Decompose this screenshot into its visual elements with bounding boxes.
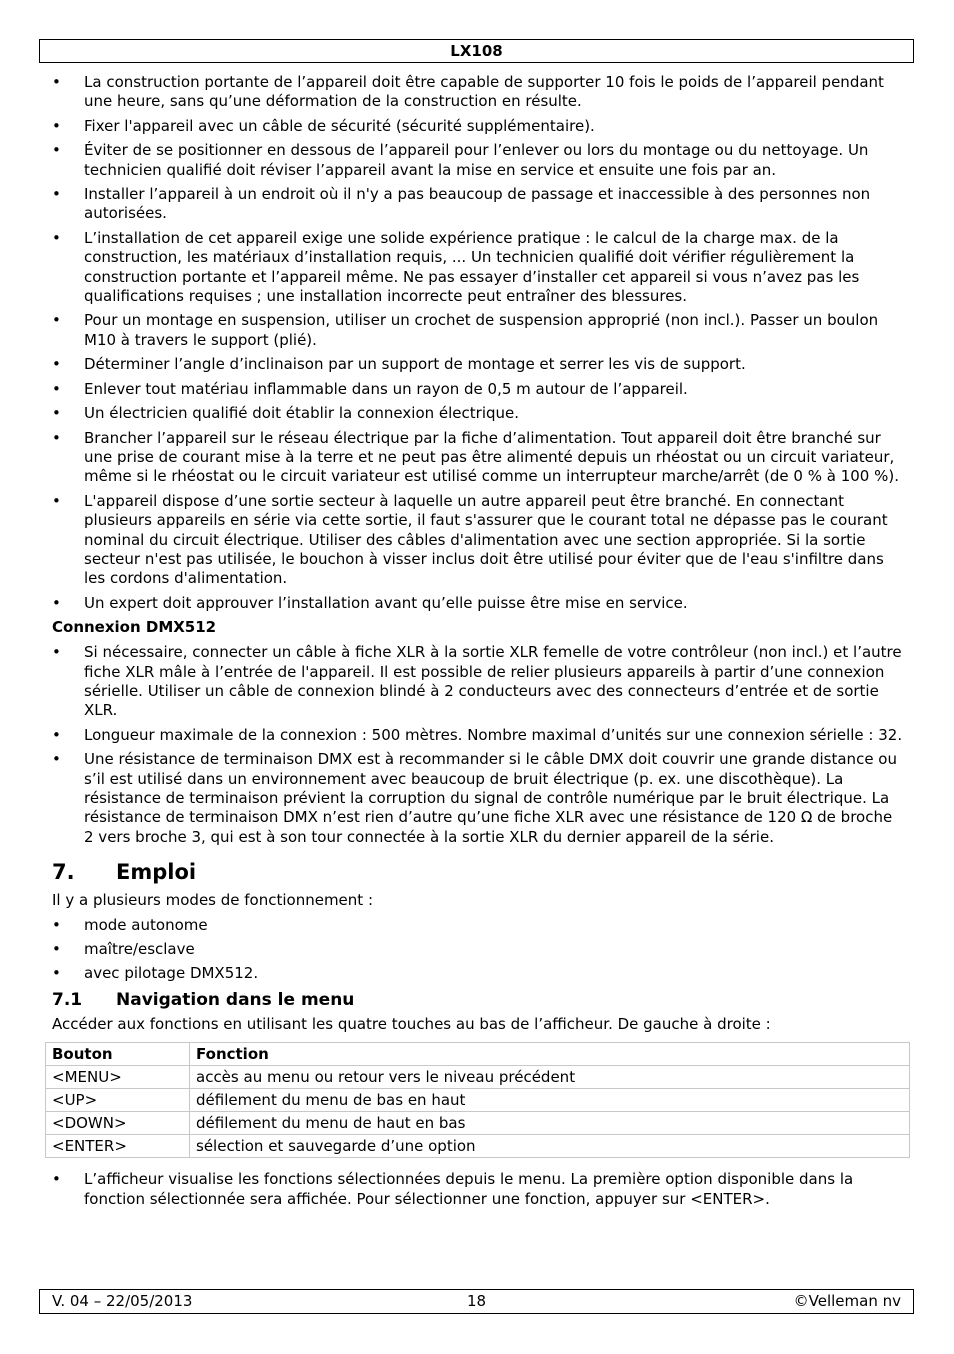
list-item: • Déterminer l’angle d’inclinaison par un support de montage et serrer les vis de support. — [52, 355, 904, 374]
section-number: 7.1 — [52, 989, 83, 1010]
table-header-cell: Bouton — [46, 1043, 190, 1066]
list-item: • avec pilotage DMX512. — [52, 964, 904, 983]
table-row — [46, 1135, 910, 1158]
table-cell: défilement du menu de bas en haut — [190, 1089, 910, 1112]
table-cell: sélection et sauvegarde d’une option — [190, 1135, 910, 1158]
copyright: ©Velleman nv — [793, 1292, 901, 1310]
list-item: • La construction portante de l’appareil doit être capable de supporter 10 fois le poids de l’appareil pendant une heure, sans qu’une déformation de la construction en résulte. — [52, 73, 904, 112]
list-item: • Une résistance de terminaison DMX est à recommander si le câble DMX doit couvrir une grande distance ou s’il est utilisé dans un environnement avec beaucoup de bruit électrique (p. ex. une discothèque). La résistance de terminaison prévient la corruption du signal de contrôle numérique par le bruit électrique. La résistance de terminaison DMX n’est rien d’autre qu’une fiche XLR avec une résistance de 120 Ω de broche 2 vers broche 3, qui est à son tour connectée à la sortie XLR du dernier appareil de la série. — [52, 750, 904, 847]
list-item: • L’installation de cet appareil exige une solide expérience pratique : le calcul de la charge max. de la construction, les matériaux d’installation requis, ... Un technicien qualifié doit vérifier régulièrement la construction portante et l’appareil même. Ne pas essayer d’installer cet appareil si vous n’avez pas les qualifications requises ; une installation incorrecte peut entraîner des blessures. — [52, 229, 904, 307]
modes-list — [52, 916, 904, 984]
section-title: Emploi — [116, 860, 197, 885]
list-item: • mode autonome — [52, 916, 904, 935]
table-cell: <UP> — [46, 1089, 190, 1112]
list-item: • Longueur maximale de la connexion : 500 mètres. Nombre maximal d’unités sur une connexion sérielle : 32. — [52, 726, 904, 745]
section-7-intro: Il y a plusieurs modes de fonctionnement : — [52, 891, 373, 910]
table-header-cell: Fonction — [190, 1043, 910, 1066]
list-item: • L’afficheur visualise les fonctions sélectionnées depuis le menu. La première option disponible dans la fonction sélectionnée sera affichée. Pour sélectionner une fonction, appuyer sur <ENTER>. — [52, 1170, 904, 1209]
dmx-heading: Connexion DMX512 — [52, 618, 217, 637]
section-7-1-heading — [52, 989, 904, 1011]
page-number: 18 — [466, 1292, 487, 1310]
list-item: • Brancher l’appareil sur le réseau électrique par la fiche d’alimentation. Tout appareil doit être branché sur une prise de courant mise à la terre et ne peut pas être alimenté depuis un rhéostat ou un circuit variateur, même si le rhéostat ou le circuit variateur est utilisé comme un interrupteur marche/arrêt (de 0 % à 100 %). — [52, 429, 904, 487]
dmx-list — [52, 643, 904, 847]
list-item: • Si nécessaire, connecter un câble à fiche XLR à la sortie XLR femelle de votre contrôleur (non incl.) et l’autre fiche XLR mâle à l’entrée de l'appareil. Il est possible de relier plusieurs appareils à partir d’une connexion sérielle. Utiliser un câble de connexion blindé à 2 conducteurs avec des connecteurs d’entrée et de sortie XLR. — [52, 643, 904, 721]
table-cell: <ENTER> — [46, 1135, 190, 1158]
table-cell: défilement du menu de haut en bas — [190, 1112, 910, 1135]
document-title: LX108 — [450, 42, 503, 60]
list-item: • Fixer l'appareil avec un câble de sécurité (sécurité supplémentaire). — [52, 117, 904, 136]
page-header — [39, 39, 914, 63]
button-function-table — [45, 1042, 910, 1158]
list-item: • Installer l’appareil à un endroit où il n'y a pas beaucoup de passage et inaccessible à des personnes non autorisées. — [52, 185, 904, 224]
table-header-row — [46, 1043, 910, 1066]
list-item: • Un expert doit approuver l’installation avant qu’elle puisse être mise en service. — [52, 594, 904, 613]
list-item: • L'appareil dispose d’une sortie secteur à laquelle un autre appareil peut être branché. En connectant plusieurs appareils en série via cette sortie, il faut s'assurer que le courant total ne dépasse pas le courant nominal du circuit électrique. Utiliser des câbles d'alimentation avec une section appropriée. Si la sortie secteur n'est pas utilisée, le bouchon à visser inclus doit être utilisé pour éviter que de l'eau s'infiltre dans les cordons d'alimentation. — [52, 492, 904, 589]
table-row — [46, 1066, 910, 1089]
table-cell: <DOWN> — [46, 1112, 190, 1135]
page-content — [52, 73, 904, 1214]
display-list — [52, 1170, 904, 1209]
table-cell: accès au menu ou retour vers le niveau précédent — [190, 1066, 910, 1089]
section-number: 7. — [52, 860, 75, 885]
installation-list — [52, 73, 904, 613]
list-item: • Un électricien qualifié doit établir la connexion électrique. — [52, 404, 904, 423]
table-row — [46, 1089, 910, 1112]
list-item: • Pour un montage en suspension, utiliser un crochet de suspension approprié (non incl.). Passer un boulon M10 à travers le support (plié). — [52, 311, 904, 350]
table-row — [46, 1112, 910, 1135]
version-date: V. 04 – 22/05/2013 — [52, 1292, 193, 1310]
list-item: • Enlever tout matériau inflammable dans un rayon de 0,5 m autour de l’appareil. — [52, 380, 904, 399]
list-item: • Éviter de se positionner en dessous de l’appareil pour l’enlever ou lors du montage ou du nettoyage. Un technicien qualifié doit réviser l’appareil avant la mise en service et ensuite une fois par an. — [52, 141, 904, 180]
section-7-1-intro: Accéder aux fonctions en utilisant les quatre touches au bas de l’afficheur. De gauche à droite : — [52, 1014, 771, 1033]
table-cell: <MENU> — [46, 1066, 190, 1089]
section-title: Navigation dans le menu — [116, 989, 355, 1010]
section-7-heading — [52, 859, 904, 885]
list-item: • maître/esclave — [52, 940, 904, 959]
page-footer — [39, 1289, 914, 1314]
